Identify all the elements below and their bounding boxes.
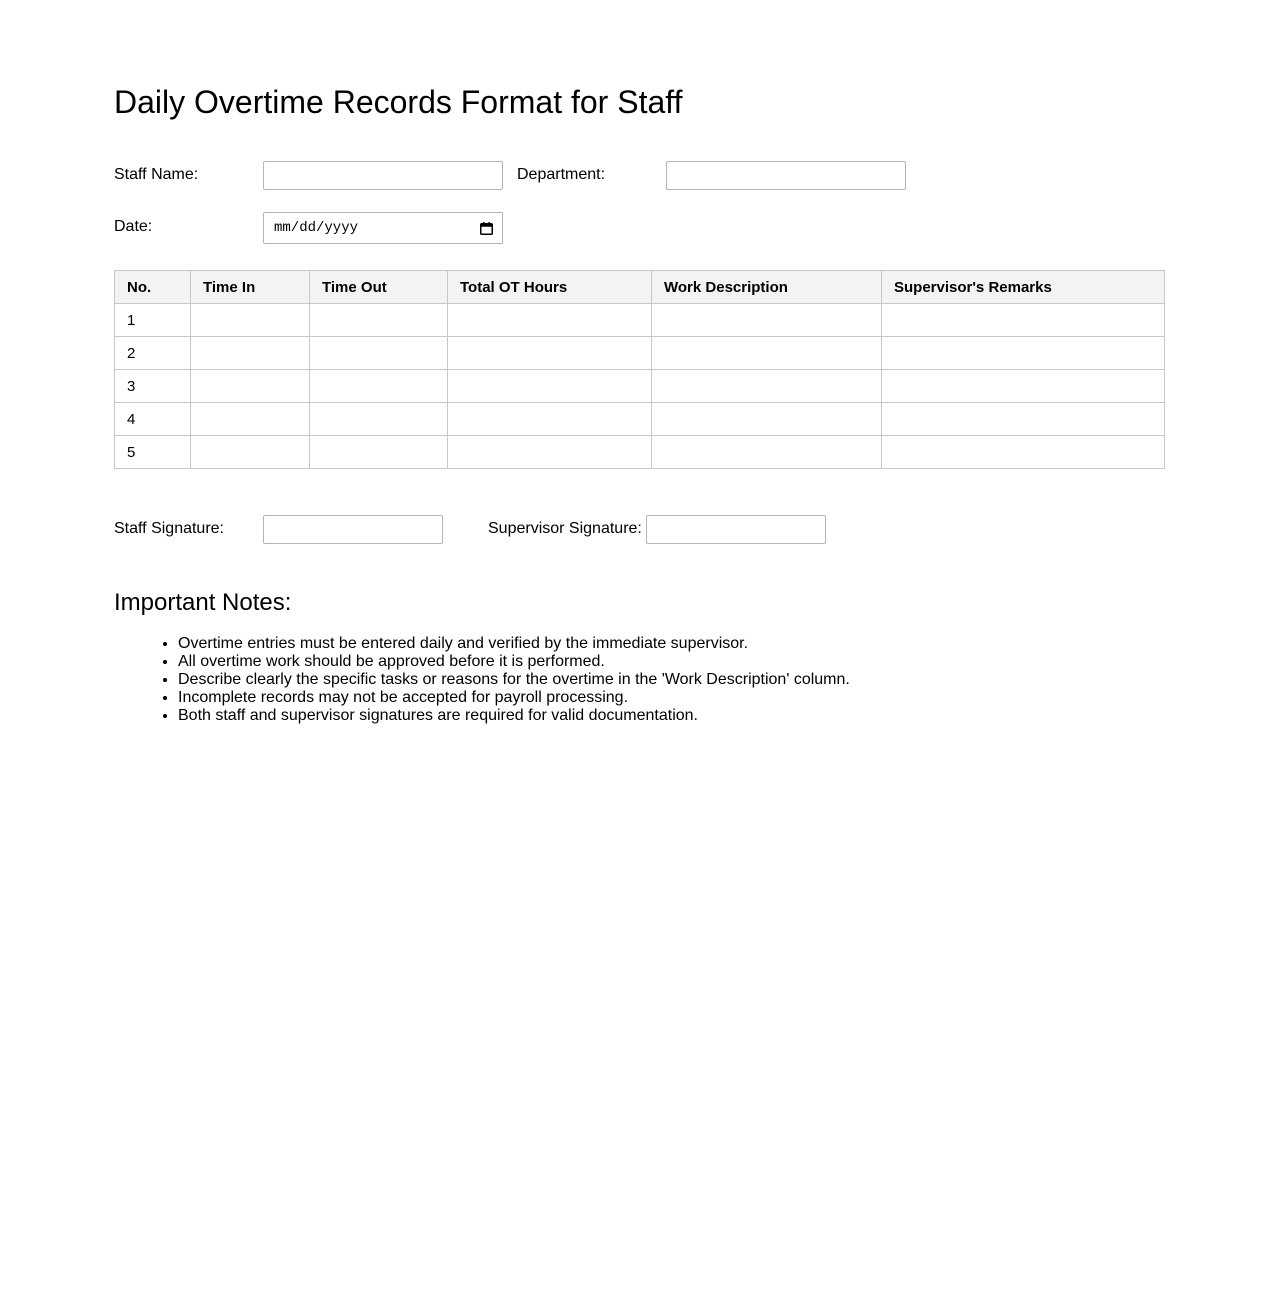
table-row: [115, 337, 1165, 370]
supervisor-signature-input[interactable]: [646, 515, 826, 544]
table-row: [115, 304, 1165, 337]
time-in-cell[interactable]: [191, 436, 310, 469]
time-in-cell[interactable]: [191, 403, 310, 436]
overtime-table: [114, 270, 1165, 469]
date-input[interactable]: [263, 212, 503, 244]
table-row: [115, 436, 1165, 469]
list-item: • All overtime work should be approved before it is performed.: [178, 653, 850, 671]
time-out-cell[interactable]: [310, 304, 448, 337]
staff-name-label: Staff Name:: [114, 166, 199, 183]
supervisor-remarks-cell[interactable]: [882, 436, 1165, 469]
total-ot-hours-cell[interactable]: [448, 337, 652, 370]
column-header-time-in: Time In: [191, 271, 310, 304]
work-description-cell[interactable]: [652, 370, 882, 403]
total-ot-hours-cell[interactable]: [448, 436, 652, 469]
time-in-cell[interactable]: [191, 304, 310, 337]
work-description-cell[interactable]: [652, 337, 882, 370]
date-placeholder: mm/dd/yyyy: [274, 220, 359, 236]
notes-heading: Important Notes:: [114, 589, 292, 616]
supervisor-remarks-cell[interactable]: [882, 370, 1165, 403]
total-ot-hours-cell[interactable]: [448, 403, 652, 436]
column-header-time-out: Time Out: [310, 271, 448, 304]
time-out-cell[interactable]: [310, 436, 448, 469]
row-number: 3: [115, 370, 191, 403]
row-number: 2: [115, 337, 191, 370]
row-number: 4: [115, 403, 191, 436]
list-item: • Describe clearly the specific tasks or reasons for the overtime in the 'Work Description' column.: [178, 671, 850, 689]
work-description-cell[interactable]: [652, 436, 882, 469]
time-in-cell[interactable]: [191, 337, 310, 370]
date-label: Date:: [114, 218, 153, 235]
table-header-row: [115, 271, 1165, 304]
staff-name-input[interactable]: [263, 161, 503, 190]
list-item: • Incomplete records may not be accepted for payroll processing.: [178, 689, 850, 707]
column-header-work-description: Work Description: [652, 271, 882, 304]
column-header-no: No.: [115, 271, 191, 304]
time-out-cell[interactable]: [310, 337, 448, 370]
page-title: Daily Overtime Records Format for Staff: [114, 84, 683, 120]
column-header-supervisor-remarks: Supervisor's Remarks: [882, 271, 1165, 304]
list-item: • Both staff and supervisor signatures are required for valid documentation.: [178, 707, 850, 725]
table-row: [115, 403, 1165, 436]
list-item: • Overtime entries must be entered daily and verified by the immediate supervisor.: [178, 635, 850, 653]
row-number: 5: [115, 436, 191, 469]
time-out-cell[interactable]: [310, 370, 448, 403]
supervisor-signature-label: Supervisor Signature:: [488, 520, 642, 537]
time-out-cell[interactable]: [310, 403, 448, 436]
supervisor-remarks-cell[interactable]: [882, 403, 1165, 436]
table-row: [115, 370, 1165, 403]
department-label: Department:: [517, 166, 606, 183]
time-in-cell[interactable]: [191, 370, 310, 403]
total-ot-hours-cell[interactable]: [448, 304, 652, 337]
staff-signature-label: Staff Signature:: [114, 520, 224, 537]
total-ot-hours-cell[interactable]: [448, 370, 652, 403]
calendar-icon[interactable]: [480, 222, 493, 235]
column-header-total-ot-hours: Total OT Hours: [448, 271, 652, 304]
staff-signature-input[interactable]: [263, 515, 443, 544]
work-description-cell[interactable]: [652, 304, 882, 337]
notes-list: [114, 635, 850, 725]
work-description-cell[interactable]: [652, 403, 882, 436]
row-number: 1: [115, 304, 191, 337]
supervisor-remarks-cell[interactable]: [882, 304, 1165, 337]
supervisor-remarks-cell[interactable]: [882, 337, 1165, 370]
department-input[interactable]: [666, 161, 906, 190]
